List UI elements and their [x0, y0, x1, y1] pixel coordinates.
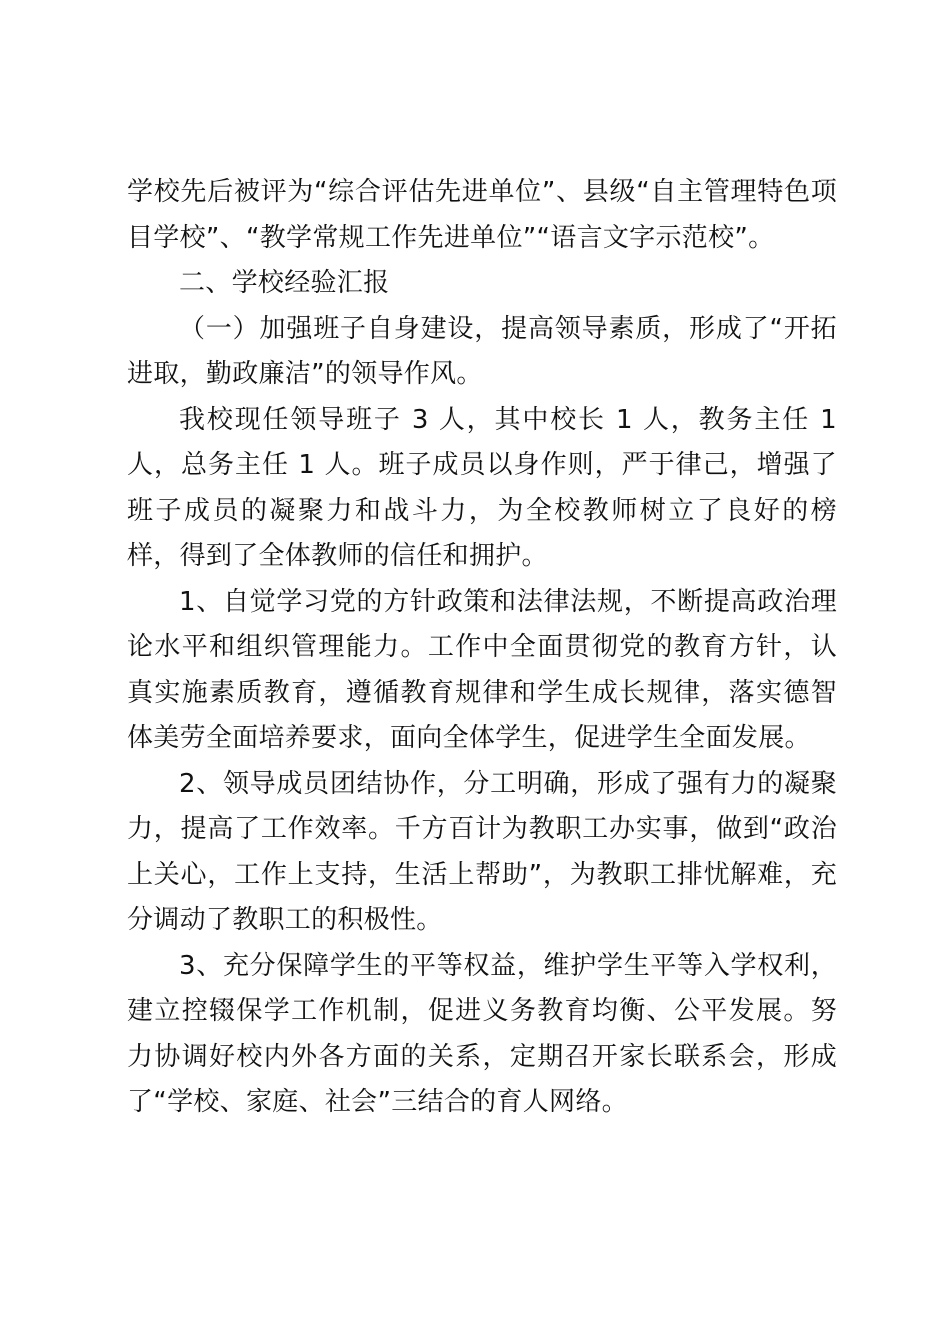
point-1-paragraph: 1、自觉学习党的方针政策和法律法规，不断提高政治理论水平和组织管理能力。工作中全面贯彻党的教育方针，认真实施素质教育，遵循教育规律和学生成长规律，落实德智体美劳全面培养要求，面向全体学生，促进学生全面发展。: [127, 586, 837, 753]
document-body: [127, 170, 837, 1126]
point-3-paragraph: 3、充分保障学生的平等权益，维护学生平等入学权利，建立控辍保学工作机制，促进义务教育均衡、公平发展。努力协调好校内外各方面的关系，定期召开家长联系会，形成了“学校、家庭、社会”三结合的育人网络。: [127, 950, 837, 1117]
section-heading: 二、学校经验汇报: [179, 268, 390, 298]
intro-paragraph: 学校先后被评为“综合评估先进单位”、县级“自主管理特色项目学校”、“教学常规工作先进单位”“语言文字示范校”。: [127, 177, 837, 253]
leadership-paragraph: 我校现任领导班子 3 人，其中校长 1 人，教务主任 1 人，总务主任 1 人。班子成员以身作则，严于律己，增强了班子成员的凝聚力和战斗力，为全校教师树立了良好的榜样，得到了全体教师的信任和拥护。: [127, 404, 837, 571]
point-2-paragraph: 2、领导成员团结协作，分工明确，形成了强有力的凝聚力，提高了工作效率。千方百计为教职工办实事，做到“政治上关心，工作上支持，生活上帮助”，为教职工排忧解难，充分调动了教职工的积极性。: [127, 768, 837, 935]
subsection-heading: （一）加强班子自身建设，提高领导素质，形成了“开拓进取，勤政廉洁”的领导作风。: [127, 313, 837, 389]
